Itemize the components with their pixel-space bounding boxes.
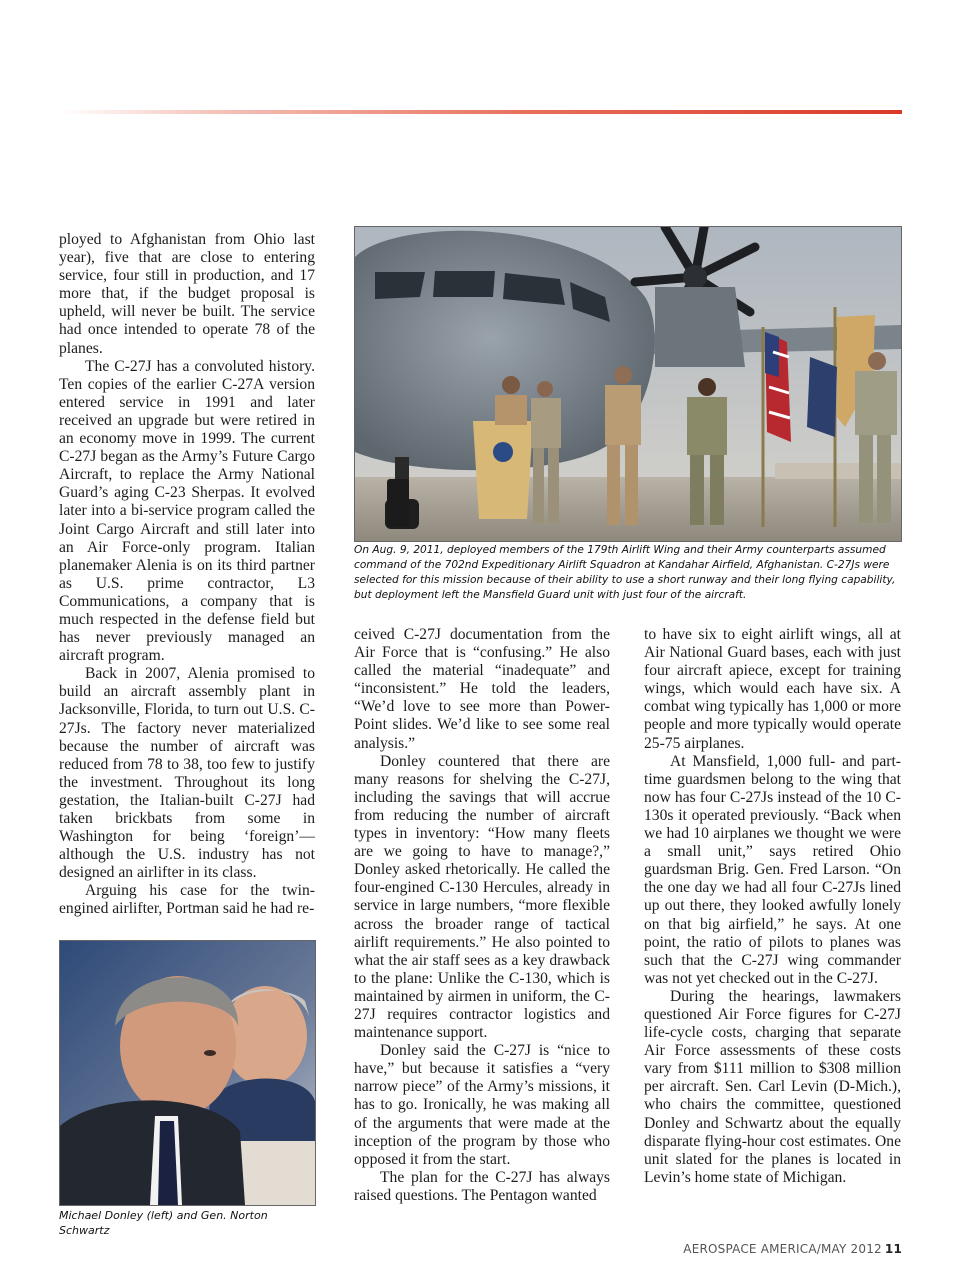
paragraph: At Mansfield, 1,000 full- and part-time guardsmen belong to the wing that now has four C-27Js instead of the 10 C-130s it operated previously. “Back when we had 10 airplanes we thought we were a small unit,” says retired Ohio guardsman Brig. Gen. Fred Larson. “On the one day we had all four C-27Js lined up out there, they looked awfully lonely on that big airfield,” he says. At one point, the ratio of pilots to planes was such that the C-27J wing commander was not yet checked out in the C-27J.	[644, 752, 901, 987]
publication-issue: AEROSPACE AMERICA/MAY 2012	[683, 1242, 882, 1256]
paragraph: ceived C-27J documentation from the Air Force that is “confusing.” He also called the material “inadequate” and “inconsistent.” He told the leaders, “We’d love to see more than Power-Point slides. We’d like to see some real analysis.”	[354, 626, 610, 752]
photo-caption-top: On Aug. 9, 2011, deployed members of the 179th Airlift Wing and their Army counterparts assumed command of the 702nd Expeditionary Airlift Squadron at Kandahar Airfield, Afghanistan. C-27Js were selected for this mission because of their ability to use a short runway and their long flying capability, but deployment left the Mansfield Guard unit with just four of the aircraft.	[354, 544, 896, 601]
paragraph: The C-27J has a convoluted history. Ten copies of the earlier C-27A version entered service in 1991 and later received an upgrade but were retired in an economy move in 1999. The current C-27J began as the Army’s Future Cargo Aircraft, to replace the Army National Guard’s aging C-23 Sherpas. It evolved later into a bi-service program called the Joint Cargo Aircraft and still later into an Air Force-only program. Italian planemaker Alenia is on its third partner as U.S. prime contractor, L3 Communications, a company that is much respected in the defense field but has never previously managed an aircraft program.	[59, 357, 315, 665]
hearing-photo	[59, 940, 316, 1206]
paragraph: to have six to eight airlift wings, all at Air National Guard bases, each with just four aircraft apiece, except for training wings, which would each have six. A combat wing typically has 1,000 or more people and more typically would operate 25-75 airplanes.	[644, 626, 901, 752]
header-accent-rule	[60, 110, 902, 114]
article-column-2	[354, 626, 610, 1205]
paragraph: The plan for the C-27J has always raised questions. The Pentagon wanted	[354, 1168, 610, 1204]
photo-caption-bottom: Michael Donley (left) and Gen. Norton Schwartz	[59, 1209, 268, 1237]
article-column-1	[59, 231, 315, 919]
paragraph: Arguing his case for the twin-engined airlifter, Portman said he had re-	[59, 882, 315, 918]
article-column-3	[644, 626, 901, 1187]
paragraph: Donley countered that there are many reasons for shelving the C-27J, including the savings that will accrue from reducing the number of aircraft types in inventory: “How many fleets are we going to have to manage?,” Donley asked rhetorically. He called the four-engined C-130 Hercules, already in service in large numbers, “more flexible across the broader range of tactical airlift requirements.” He also pointed to what the air staff sees as a key drawback to the plane: Unlike the C-130, which is maintained by airmen in uniform, the C-27J requires contractor logistics and maintenance support.	[354, 752, 610, 1042]
paragraph: Back in 2007, Alenia promised to build an aircraft assembly plant in Jacksonville, Florida, to turn out U.S. C-27Js. The factory never materialized because the number of aircraft was reduced from 78 to 38, too few to justify the investment. Throughout its long gestation, the Italian-built C-27J had taken brickbats from some in Washington for being ‘foreign’—although the U.S. industry has not designed an airlifter in its class.	[59, 665, 315, 882]
page-footer	[683, 1242, 902, 1256]
page-number: 11	[884, 1242, 902, 1256]
paragraph: Donley said the C-27J is “nice to have,” but because it satisfies a “very narrow piece” of the Army’s missions, it has to go. Ironically, he was making all of the arguments that were made at the inception of the program by those who opposed it from the start.	[354, 1042, 610, 1168]
paragraph: During the hearings, lawmakers questioned Air Force figures for C-27J life-cycle costs, charging that separate Air Force assessments of these costs vary from $111 million to $308 million per aircraft. Sen. Carl Levin (D-Mich.), who chairs the committee, questioned Donley and Schwartz about the equally disparate flying-hour cost estimates. One unit slated for the planes is located in Levin’s home state of Michigan.	[644, 987, 901, 1186]
ceremony-photo	[354, 226, 902, 542]
paragraph: ployed to Afghanistan from Ohio last year), five that are close to entering service, four still in production, and 17 more that, if the budget proposal is upheld, will never be built. The service had once intended to operate 78 of the planes.	[59, 231, 315, 357]
